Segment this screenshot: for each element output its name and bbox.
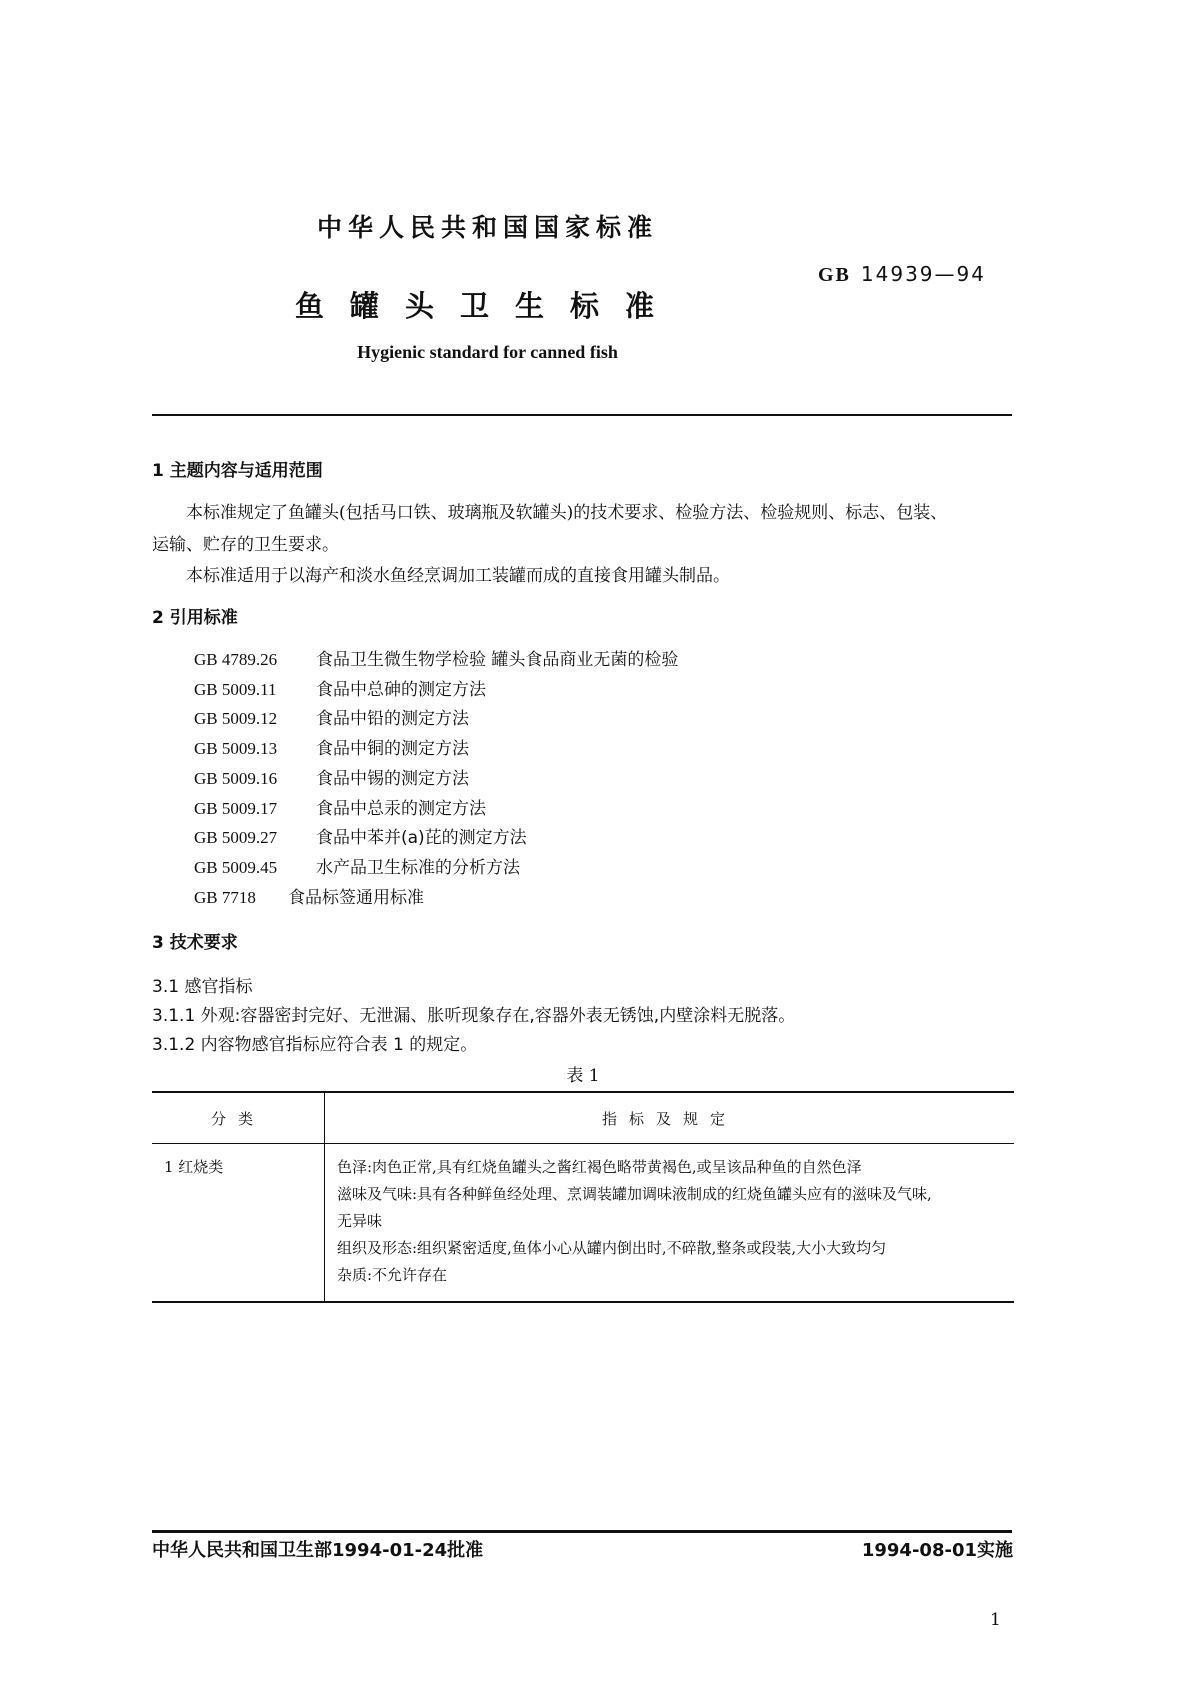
section-1-paragraph-1: 本标准规定了鱼罐头(包括马口铁、玻璃瓶及软罐头)的技术要求、检验方法、检验规则、标志、包装、: [186, 503, 948, 523]
reference-title: 食品卫生微生物学检验 罐头食品商业无菌的检验: [316, 650, 679, 670]
reference-title: 食品中锡的测定方法: [316, 768, 469, 789]
sensory-table: [152, 1091, 1014, 1303]
page-number: 1: [990, 1610, 1001, 1630]
criteria-line: 无异味: [337, 1212, 383, 1230]
criteria-line: 杂质:不允许存在: [337, 1266, 448, 1284]
reference-item: [194, 823, 527, 848]
reference-title: 食品标签通用标准: [288, 887, 424, 908]
section-3-1-2: 3.1.2 内容物感官指标应符合表 1 的规定。: [152, 1035, 478, 1055]
category-cell: 1 红烧类: [152, 1144, 325, 1303]
reference-item: [194, 764, 469, 789]
reference-item: [194, 645, 678, 670]
reference-code: GB 5009.13: [194, 739, 278, 759]
reference-code: GB 4789.26: [194, 650, 278, 669]
reference-item: [194, 853, 520, 878]
reference-item: [194, 675, 486, 700]
reference-code: GB 5009.12: [194, 709, 278, 729]
section-1-paragraph-1-cont: 运输、贮存的卫生要求。: [152, 535, 339, 555]
section-1-paragraph-2: 本标准适用于以海产和淡水鱼经烹调加工装罐而成的直接食用罐头制品。: [186, 566, 730, 586]
gb-number: 14939—94: [860, 262, 986, 286]
reference-item: [194, 794, 486, 819]
footer-divider: [152, 1530, 1012, 1533]
reference-title: 食品中苯并(a)芘的测定方法: [316, 828, 527, 849]
reference-item: [194, 704, 469, 729]
document-title: 鱼罐头卫生标准: [294, 289, 680, 323]
gb-prefix: GB: [818, 264, 851, 286]
section-3-1-1: 3.1.1 外观:容器密封完好、无泄漏、胀听现象存在,容器外表无锈蚀,内壁涂料无脱落。: [152, 1006, 796, 1026]
national-standard-heading: 中华人民共和国国家标准: [316, 213, 658, 242]
table-caption: 表 1: [566, 1066, 600, 1086]
reference-title: 食品中总汞的测定方法: [316, 798, 486, 819]
reference-title: 水产品卫生标准的分析方法: [316, 857, 520, 878]
approval-statement: 中华人民共和国卫生部1994-01-24批准: [152, 1540, 484, 1561]
reference-title: 食品中铜的测定方法: [316, 739, 469, 760]
section-3-1: 3.1 感官指标: [152, 977, 253, 997]
column-header-category: 分类: [152, 1092, 325, 1144]
reference-code: GB 5009.45: [194, 857, 278, 877]
reference-item: [194, 734, 469, 759]
section-1-heading: 1 主题内容与适用范围: [152, 461, 323, 481]
reference-code: GB 5009.27: [194, 828, 278, 848]
reference-code: GB 5009.11: [194, 679, 277, 699]
reference-code: GB 5009.16: [194, 768, 278, 788]
reference-title: 食品中总砷的测定方法: [316, 679, 486, 700]
reference-code: GB 7718: [194, 887, 256, 907]
reference-code: GB 5009.17: [194, 798, 278, 818]
section-2-heading: 2 引用标准: [152, 608, 238, 628]
implementation-date: 1994-08-01实施: [861, 1540, 1013, 1561]
column-header-criteria: 指标及规定: [325, 1092, 1015, 1144]
header-divider: [152, 414, 1012, 416]
reference-item: [194, 883, 424, 908]
criteria-line: 色泽:肉色正常,具有红烧鱼罐头之酱红褐色略带黄褐色,或呈该品种鱼的自然色泽: [337, 1158, 862, 1176]
criteria-cell: [325, 1144, 1015, 1303]
criteria-line: 滋味及气味:具有各种鲜鱼经处理、烹调装罐加调味液制成的红烧鱼罐头应有的滋味及气味,: [337, 1185, 932, 1203]
table-row: [152, 1144, 1014, 1303]
section-3-heading: 3 技术要求: [152, 933, 238, 953]
document-title-english: Hygienic standard for canned fish: [357, 342, 618, 362]
criteria-line: 组织及形态:组织紧密适度,鱼体小心从罐内倒出时,不碎散,整条或段装,大小大致均匀: [337, 1239, 887, 1257]
reference-title: 食品中铅的测定方法: [316, 709, 469, 730]
